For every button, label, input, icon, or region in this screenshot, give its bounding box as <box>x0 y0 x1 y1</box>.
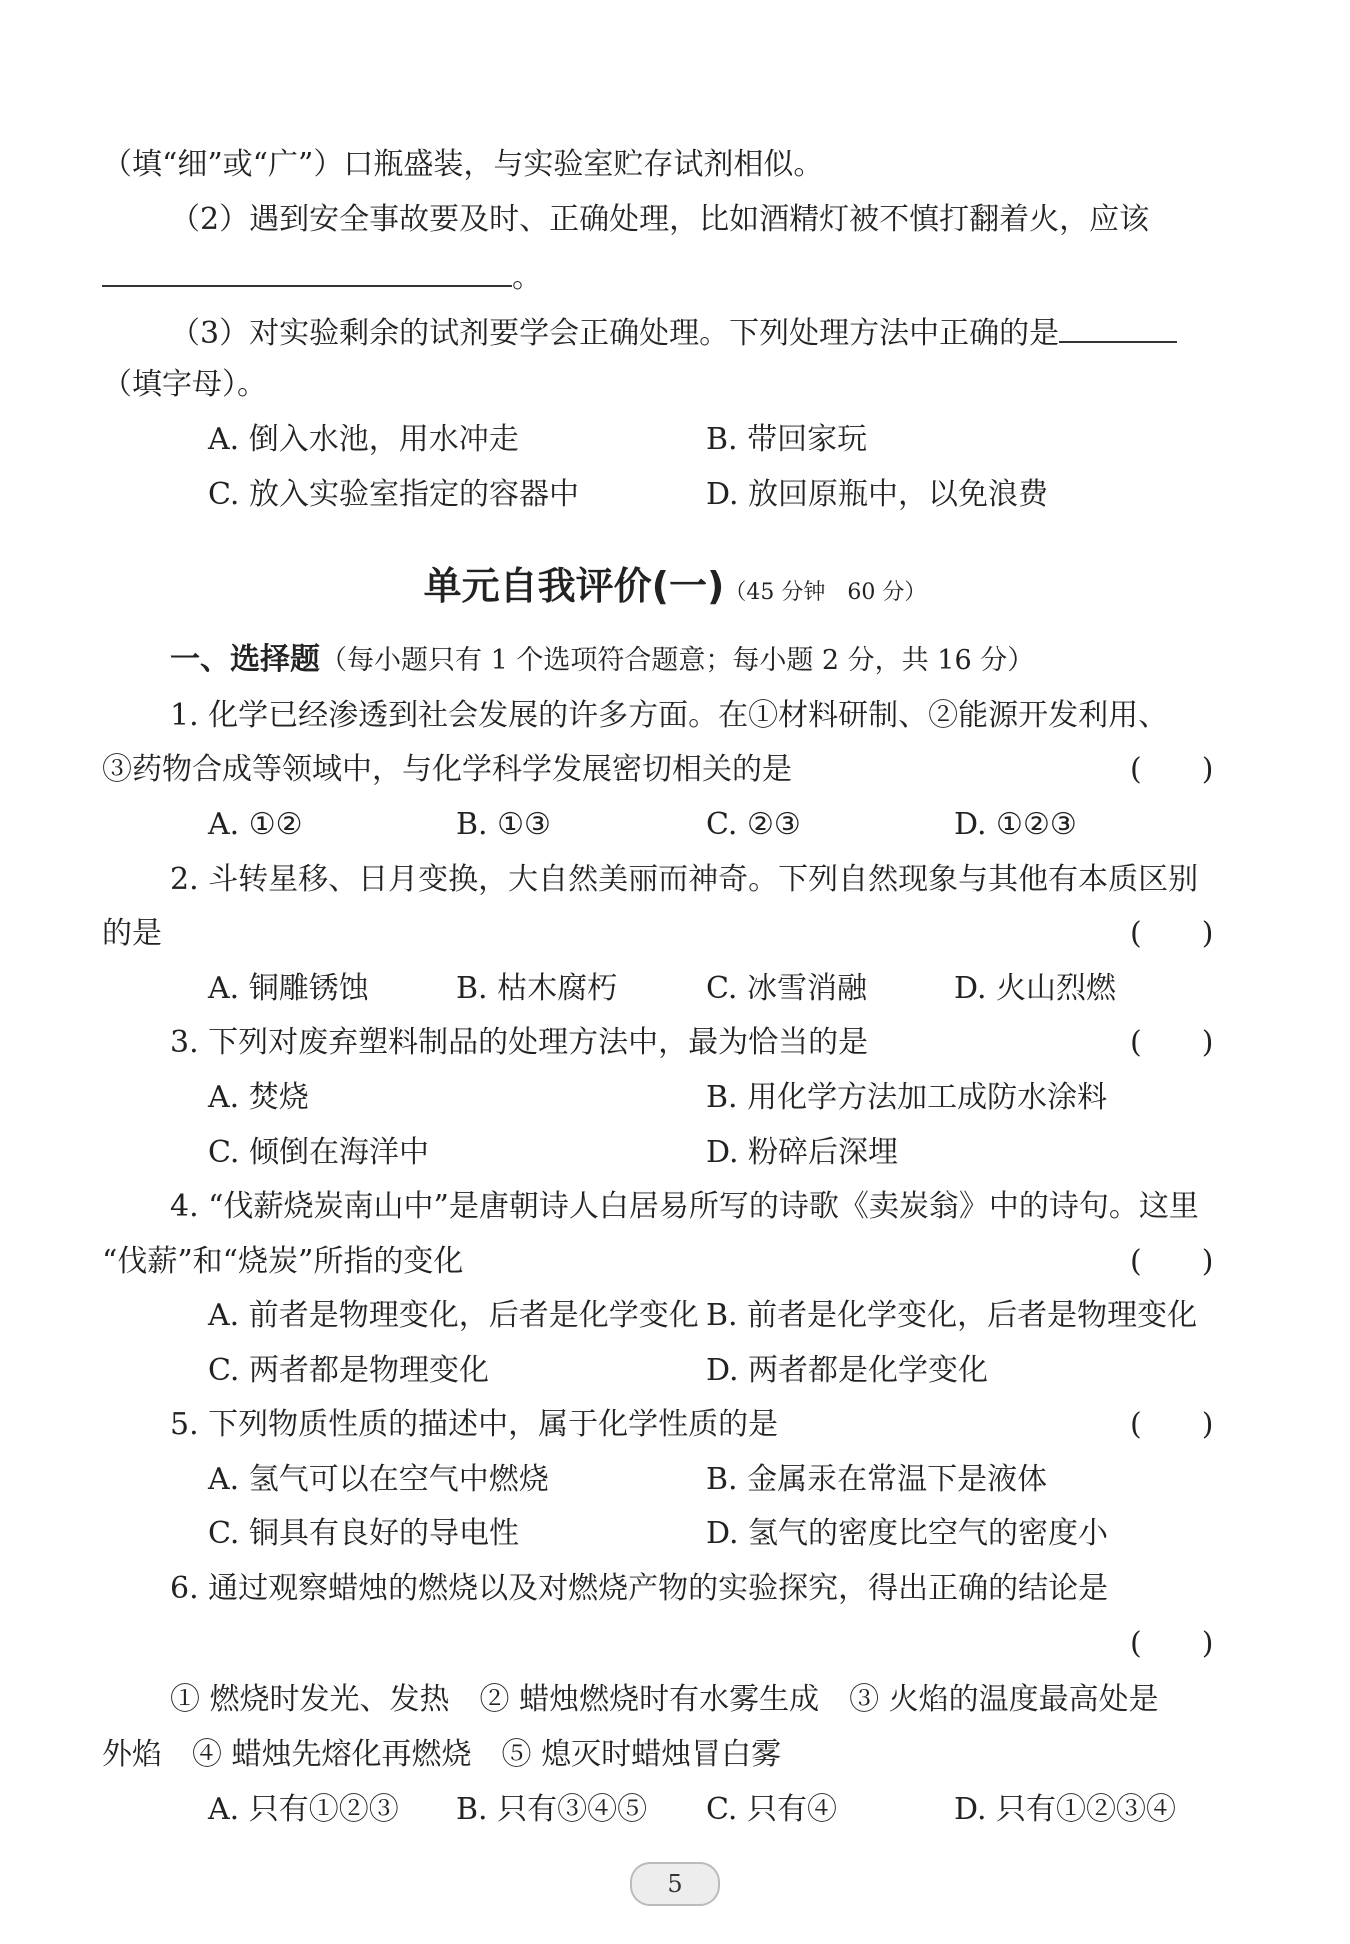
text-line <box>170 311 1177 351</box>
question-3: 3. 下列对废弃塑料制品的处理方法中，最为恰当的是 <box>170 1025 869 1060</box>
option: B. 前者是化学变化，后者是物理变化 <box>706 1298 1198 1333</box>
option: A. 焚烧 <box>208 1080 309 1115</box>
question-2: 2. 斗转星移、日月变换，大自然美丽而神奇。下列自然现象与其他有本质区别 <box>170 862 1199 897</box>
unit-title <box>0 555 1350 610</box>
question-4-cont: “伐薪”和“烧炭”所指的变化 <box>102 1244 464 1279</box>
option: A. 氢气可以在空气中燃烧 <box>208 1462 549 1497</box>
answer-paren[interactable]: ( ) <box>1130 1025 1214 1060</box>
option: C. 冰雪消融 <box>706 971 867 1006</box>
answer-paren[interactable]: ( ) <box>1130 1626 1214 1661</box>
option: D. 两者都是化学变化 <box>706 1353 989 1388</box>
answer-paren[interactable]: ( ) <box>1130 752 1214 787</box>
answer-blank[interactable] <box>1059 311 1177 343</box>
page-number: 5 <box>630 1862 720 1906</box>
option: A. 前者是物理变化，后者是化学变化 <box>208 1298 699 1333</box>
option: B. 带回家玩 <box>706 422 868 457</box>
statement-list-cont: 外焰 ④ 蜡烛先熔化再燃烧 ⑤ 熄灭时蜡烛冒白雾 <box>102 1737 782 1772</box>
text-line: （填字母）。 <box>102 367 267 402</box>
option: A. 只有①②③ <box>208 1792 399 1827</box>
option: C. 放入实验室指定的容器中 <box>208 477 579 512</box>
answer-blank[interactable] <box>102 255 512 287</box>
option: D. 放回原瓶中，以免浪费 <box>706 477 1049 512</box>
text-fragment: 。 <box>512 260 542 295</box>
question-2-cont: 的是 <box>102 916 162 951</box>
option: B. 枯木腐朽 <box>456 971 618 1006</box>
option: D. 火山烈燃 <box>954 971 1117 1006</box>
option: D. ①②③ <box>954 807 1077 842</box>
option: B. 用化学方法加工成防水涂料 <box>706 1080 1108 1115</box>
option: D. 粉碎后深埋 <box>706 1135 899 1170</box>
section-header <box>170 640 1034 681</box>
question-6: 6. 通过观察蜡烛的燃烧以及对燃烧产物的实验探究，得出正确的结论是 <box>170 1571 1109 1606</box>
option: B. 金属汞在常温下是液体 <box>706 1462 1048 1497</box>
option: B. 只有③④⑤ <box>456 1792 648 1827</box>
answer-paren[interactable]: ( ) <box>1130 916 1214 951</box>
answer-paren[interactable]: ( ) <box>1130 1407 1214 1442</box>
option: C. 倾倒在海洋中 <box>208 1135 429 1170</box>
option: A. ①② <box>208 807 303 842</box>
option: C. ②③ <box>706 807 801 842</box>
question-5: 5. 下列物质性质的描述中，属于化学性质的是 <box>170 1407 779 1442</box>
option: C. 只有④ <box>706 1792 837 1827</box>
answer-paren[interactable]: ( ) <box>1130 1244 1214 1279</box>
option: C. 铜具有良好的导电性 <box>208 1516 519 1551</box>
question-4: 4. “伐薪烧炭南山中”是唐朝诗人白居易所写的诗歌《卖炭翁》中的诗句。这里 <box>170 1189 1199 1224</box>
option: B. ①③ <box>456 807 551 842</box>
option: D. 只有①②③④ <box>954 1792 1177 1827</box>
text-line: （2）遇到安全事故要及时、正确处理，比如酒精灯被不慎打翻着火，应该 <box>170 202 1150 237</box>
option: C. 两者都是物理变化 <box>208 1353 489 1388</box>
title-main: 单元自我评价(一) <box>423 564 725 608</box>
section-note: （每小题只有 1 个选项符合题意；每小题 2 分，共 16 分） <box>320 645 1035 676</box>
section-label: 一、选择题 <box>170 642 320 677</box>
option: A. 倒入水池，用水冲走 <box>208 422 519 457</box>
text-fragment: （3）对实验剩余的试剂要学会正确处理。下列处理方法中正确的是 <box>170 316 1060 351</box>
statement-list: ① 燃烧时发光、发热 ② 蜡烛燃烧时有水雾生成 ③ 火焰的温度最高处是 <box>170 1682 1159 1717</box>
title-duration: （45 分钟 60 分） <box>724 580 927 605</box>
option: A. 铜雕锈蚀 <box>208 971 369 1006</box>
fill-blank-line <box>102 255 542 295</box>
text-line: （填“细”或“广”）口瓶盛装，与实验室贮存试剂相似。 <box>102 147 824 182</box>
option: D. 氢气的密度比空气的密度小 <box>706 1516 1109 1551</box>
question-1: 1. 化学已经渗透到社会发展的许多方面。在①材料研制、②能源开发利用、 <box>170 698 1169 733</box>
question-1-cont: ③药物合成等领域中，与化学科学发展密切相关的是 <box>102 752 792 787</box>
